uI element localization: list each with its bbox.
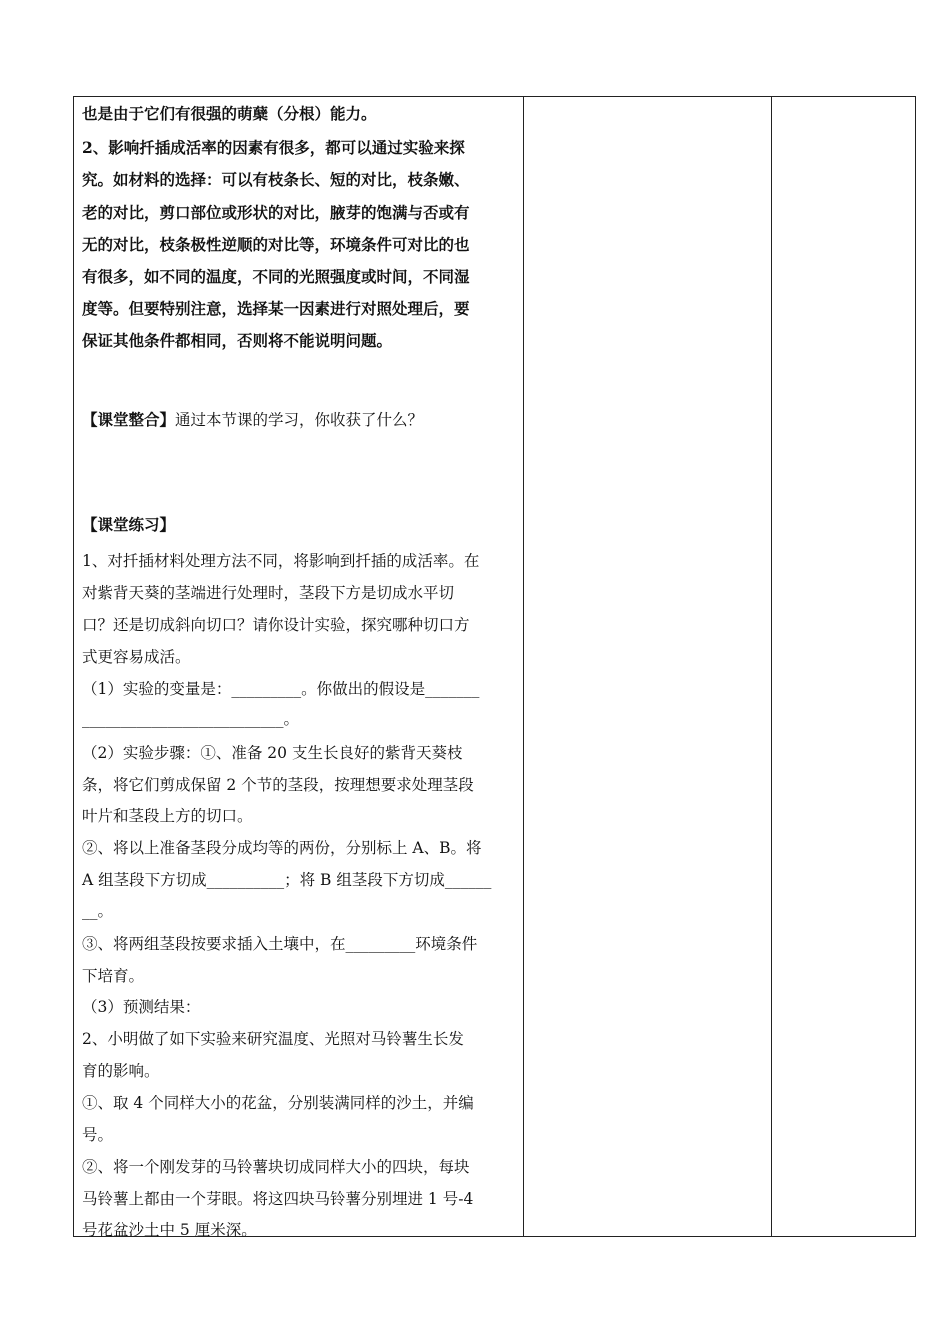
text-line: 保证其他条件都相同，否则将不能说明问题。 <box>82 331 393 350</box>
practice-line: 育的影响。 <box>82 1062 160 1080</box>
practice-line: 条，将它们剪成保留 2 个节的茎段，按理想要求处理茎段 <box>82 776 474 794</box>
integration-label: 【课堂整合】 <box>82 410 176 429</box>
practice-line: ①、取 4 个同样大小的花盆，分别装满同样的沙土，并编 <box>82 1094 474 1112</box>
column-divider <box>523 97 524 1236</box>
practice-line: 式更容易成活。 <box>82 648 191 666</box>
practice-line: 对紫背天葵的茎端进行处理时，茎段下方是切成水平切 <box>82 584 455 602</box>
practice-line: 2、小明做了如下实验来研究温度、光照对马铃薯生长发 <box>82 1030 464 1048</box>
practice-line: 叶片和茎段上方的切口。 <box>82 807 253 825</box>
practice-line: （1）实验的变量是：_________。你做出的假设是_______ <box>82 680 480 698</box>
text-line: 也是由于它们有很强的萌蘖（分根）能力。 <box>82 104 377 123</box>
practice-line: __。 <box>82 902 114 920</box>
practice-line: A 组茎段下方切成__________；将 B 组茎段下方切成______ <box>82 871 492 889</box>
practice-label: 【课堂练习】 <box>82 515 176 534</box>
lesson-table <box>73 96 916 1237</box>
text-line: 无的对比，枝条极性逆顺的对比等，环境条件可对比的也 <box>82 235 470 254</box>
practice-line: 号。 <box>82 1126 114 1144</box>
text-line: 度等。但要特别注意，选择某一因素进行对照处理后，要 <box>82 299 470 318</box>
integration-line <box>82 410 423 430</box>
column-divider <box>771 97 772 1236</box>
integration-text: 通过本节课的学习，你收获了什么？ <box>175 411 424 429</box>
text-line: 2、影响扦插成活率的因素有很多，都可以通过实验来探 <box>82 138 465 157</box>
text-line: 老的对比，剪口部位或形状的对比，腋芽的饱满与否或有 <box>82 203 470 222</box>
practice-line: 1、对扦插材料处理方法不同，将影响到扦插的成活率。在 <box>82 552 480 570</box>
practice-line: __________________________。 <box>82 710 300 728</box>
practice-line: 马铃薯上都由一个芽眼。将这四块马铃薯分别埋进 1 号-4 <box>82 1190 474 1208</box>
practice-line: （3）预测结果： <box>82 998 201 1016</box>
practice-line: 号花盆沙土中 5 厘米深。 <box>82 1221 257 1239</box>
practice-line: ②、将以上准备茎段分成均等的两份，分别标上 A、B。将 <box>82 839 482 857</box>
practice-line: 下培育。 <box>82 967 145 985</box>
text-line: 有很多，如不同的温度，不同的光照强度或时间，不同湿 <box>82 267 470 286</box>
practice-line: ②、将一个刚发芽的马铃薯块切成同样大小的四块，每块 <box>82 1158 470 1176</box>
practice-line: （2）实验步骤：①、准备 20 支生长良好的紫背天葵枝 <box>82 744 463 762</box>
text-line: 究。如材料的选择：可以有枝条长、短的对比，枝条嫩、 <box>82 170 470 189</box>
practice-line: ③、将两组茎段按要求插入土壤中，在_________环境条件 <box>82 935 478 953</box>
practice-line: 口？还是切成斜向切口？请你设计实验，探究哪种切口方 <box>82 616 470 634</box>
